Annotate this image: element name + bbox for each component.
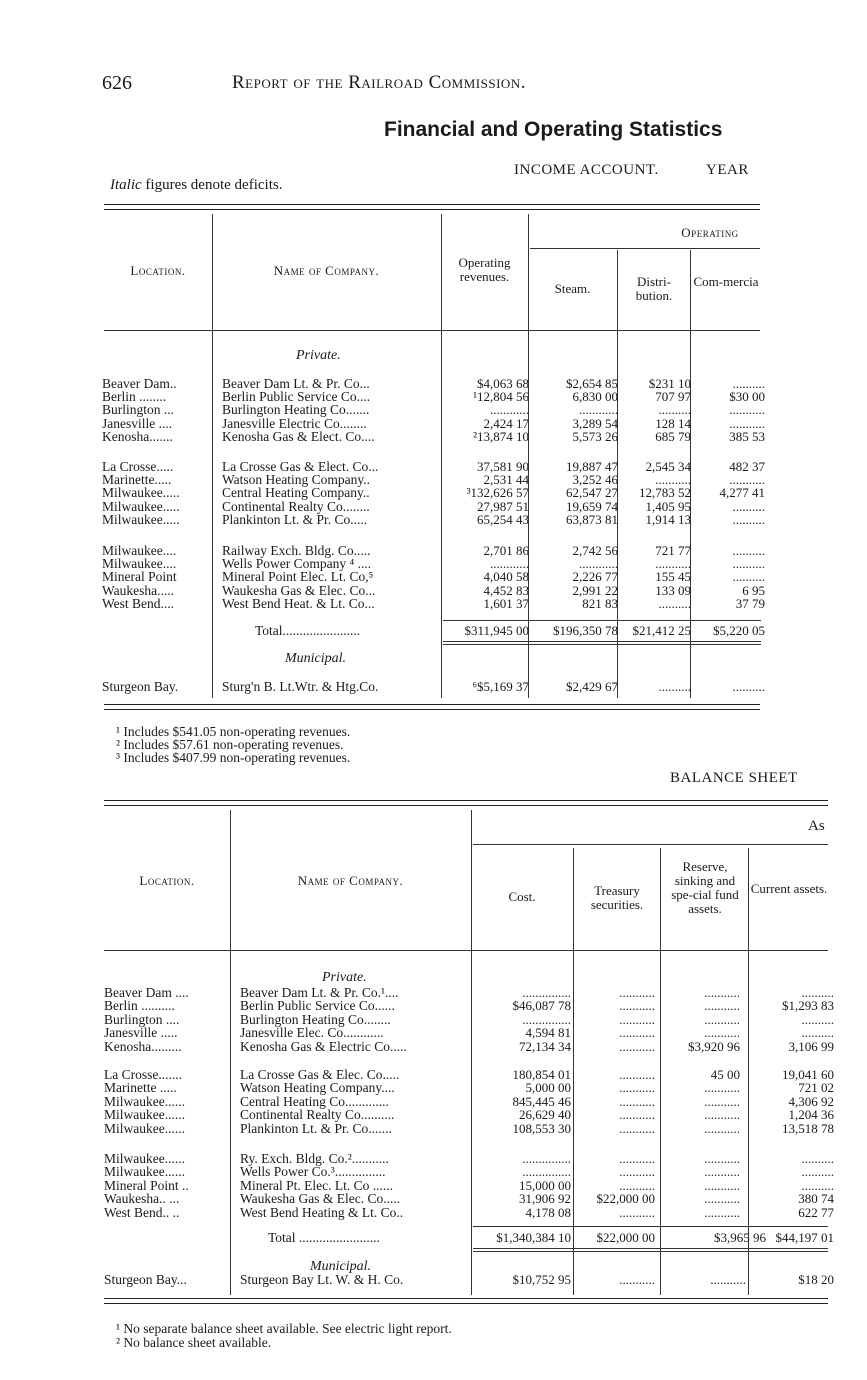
running-title: Report of the Railroad Commission. <box>232 72 526 93</box>
income-cell-steam: 2,742 56 <box>572 543 618 558</box>
income-cell-dist: ........... <box>655 472 691 488</box>
income-cell-com: ........... <box>729 402 765 418</box>
income-cell-loc: Kenosha....... <box>102 428 173 444</box>
income-cell-com: .......... <box>732 498 765 514</box>
balance-cell-co: Mineral Pt. Elec. Lt. Co ...... <box>240 1177 393 1193</box>
balance-cell-cur: 19,041 60 <box>782 1067 834 1082</box>
balance-cell-res: ........... <box>704 1164 740 1180</box>
col-location: Location. <box>130 263 186 278</box>
col-operating-revenues: Operating revenues. <box>458 255 511 284</box>
col-operating: Operating <box>681 225 739 240</box>
income-cell-rev: $4,063 68 <box>477 376 529 391</box>
balance-cell-cur: 721 02 <box>798 1080 834 1096</box>
balance-cell-cost: ............... <box>522 1011 571 1027</box>
balance-cell-cost: 108,553 30 <box>512 1120 571 1136</box>
income-cell-co: West Bend Heat. & Lt. Co... <box>222 595 375 611</box>
balance-cell-tre: ........... <box>619 1093 655 1109</box>
bs-municipal-treasury: ........... <box>619 1272 655 1287</box>
income-cell-steam: 821 83 <box>582 595 618 611</box>
balance-cell-loc: Mineral Point .. <box>104 1177 189 1193</box>
balance-cell-res: ........... <box>704 1025 740 1041</box>
balance-cell-co: Plankinton Lt. & Pr. Co....... <box>240 1120 392 1136</box>
income-cell-steam: 3,289 54 <box>572 415 618 431</box>
balance-cell-cost: ............... <box>522 985 571 1000</box>
balance-cell-co: West Bend Heating & Lt. Co.. <box>240 1204 404 1220</box>
total-label: Total....................... <box>255 623 361 638</box>
income-cell-co: Janesville Electric Co........ <box>222 415 367 431</box>
balance-cell-tre: ........... <box>619 1025 655 1041</box>
income-cell-steam: 19,887 47 <box>566 459 618 474</box>
income-cell-co: Berlin Public Service Co.... <box>222 389 371 405</box>
balance-cell-tre: ........... <box>619 1164 655 1180</box>
income-cell-co: Beaver Dam Lt. & Pr. Co... <box>222 376 370 391</box>
balance-cell-tre: ........... <box>619 985 655 1000</box>
municipal-company: Sturg'n B. Lt.Wtr. & Htg.Co. <box>222 679 379 694</box>
balance-cell-cost: $46,087 78 <box>512 998 571 1014</box>
balance-cell-res: $3,920 96 <box>688 1038 740 1054</box>
balance-cell-loc: Beaver Dam .... <box>104 985 189 1000</box>
income-cell-com: 385 53 <box>729 428 765 444</box>
balance-cell-loc: Janesville ..... <box>104 1025 178 1041</box>
income-cell-dist: 707 97 <box>655 389 691 405</box>
bs-total-reserve: $3,965 96 <box>714 1230 766 1245</box>
italic-note <box>110 177 282 194</box>
municipal-distribution: .......... <box>658 679 691 694</box>
income-cell-rev: 4,040 58 <box>483 569 529 585</box>
income-cell-dist: 155 45 <box>655 569 691 585</box>
bs-municipal-location: Sturgeon Bay... <box>104 1272 187 1287</box>
bs-col-treasury: Treasury securities. <box>590 883 644 912</box>
balance-cell-cur: 380 74 <box>798 1191 834 1207</box>
subheading-private: Private. <box>296 348 341 363</box>
income-cell-rev: 65,254 43 <box>477 511 529 527</box>
income-cell-co: Watson Heating Company.. <box>222 472 371 488</box>
income-cell-steam: 6,830 00 <box>572 389 618 405</box>
income-cell-rev: ¹12,804 56 <box>473 389 529 405</box>
balance-cell-co: La Crosse Gas & Elec. Co..... <box>240 1067 400 1082</box>
col-assets: As <box>808 818 825 834</box>
balance-cell-loc: Marinette ..... <box>104 1080 177 1096</box>
municipal-steam: $2,429 67 <box>566 679 618 694</box>
income-cell-com: .......... <box>732 543 765 558</box>
bs-subheading-municipal: Municipal. <box>310 1259 372 1274</box>
income-cell-co: La Crosse Gas & Elect. Co... <box>222 459 379 474</box>
balance-cell-cost: 15,000 00 <box>519 1177 571 1193</box>
bs-municipal-cost: $10,752 95 <box>512 1272 571 1287</box>
income-cell-rev: ²13,874 10 <box>473 428 529 444</box>
balance-cell-tre: ........... <box>619 1120 655 1136</box>
income-cell-loc: Mineral Point <box>102 569 177 585</box>
income-cell-com: 482 37 <box>729 459 765 474</box>
bs-col-company: Name of Company. <box>297 873 404 888</box>
balance-cell-co: Waukesha Gas & Elec. Co..... <box>240 1191 401 1207</box>
bs-municipal-current: $18 20 <box>798 1272 834 1287</box>
municipal-commercial: .......... <box>732 679 765 694</box>
income-cell-loc: West Bend.... <box>102 595 175 611</box>
balance-cell-co: Kenosha Gas & Electric Co..... <box>240 1038 407 1054</box>
balance-cell-tre: ........... <box>619 1067 655 1082</box>
bs-total-current: $44,197 01 <box>775 1230 834 1245</box>
total-distribution: $21,412 25 <box>632 623 691 638</box>
balance-cell-cost: 4,594 81 <box>525 1025 571 1041</box>
income-cell-loc: Janesville .... <box>102 415 173 431</box>
income-cell-loc: Milwaukee..... <box>102 485 180 501</box>
income-cell-com: .......... <box>732 376 765 391</box>
income-cell-steam: 19,659 74 <box>566 498 618 514</box>
balance-cell-co: Ry. Exch. Bldg. Co.²........... <box>240 1151 389 1166</box>
bs-total-label: Total ........................ <box>268 1230 380 1245</box>
income-cell-co: Railway Exch. Bldg. Co..... <box>222 543 371 558</box>
balance-cell-cost: 4,178 08 <box>525 1204 571 1220</box>
income-cell-rev: 1,601 37 <box>483 595 529 611</box>
balance-cell-tre: ........... <box>619 1011 655 1027</box>
income-cell-rev: ............ <box>490 402 529 418</box>
income-cell-dist: 2,545 34 <box>645 459 691 474</box>
balance-cell-cur: 13,518 78 <box>782 1120 834 1136</box>
income-cell-dist: 12,783 52 <box>639 485 691 501</box>
balance-cell-cur: 1,204 36 <box>788 1107 834 1123</box>
section-title: Financial and Operating Statistics <box>384 118 723 141</box>
balance-cell-loc: Milwaukee...... <box>104 1107 185 1123</box>
balance-cell-cur: .......... <box>801 1151 834 1166</box>
balance-cell-co: Watson Heating Company.... <box>240 1080 395 1096</box>
balance-cell-tre: ........... <box>619 1177 655 1193</box>
balance-cell-cur: .......... <box>801 1011 834 1027</box>
subheading-municipal: Municipal. <box>285 651 347 666</box>
balance-cell-res: ........... <box>704 1107 740 1123</box>
bs-total-cost: $1,340,384 10 <box>496 1230 571 1245</box>
income-cell-co: Wells Power Company ⁴ .... <box>222 556 372 572</box>
bs-total-treasury: $22,000 00 <box>596 1230 655 1245</box>
income-cell-com: 6 95 <box>742 582 765 598</box>
bs-col-current: Current assets. <box>750 881 828 896</box>
balance-cell-tre: ........... <box>619 998 655 1014</box>
balance-cell-res: 45 00 <box>710 1067 740 1082</box>
income-cell-co: Plankinton Lt. & Pr. Co..... <box>222 511 368 527</box>
income-cell-dist: $231 10 <box>648 376 691 391</box>
income-cell-dist: 133 09 <box>655 582 691 598</box>
balance-cell-res: ........... <box>704 985 740 1000</box>
income-cell-rev: ³132,626 57 <box>466 485 529 501</box>
income-cell-co: Kenosha Gas & Elect. Co.... <box>222 428 375 444</box>
income-cell-com: 4,277 41 <box>719 485 765 501</box>
balance-cell-cost: ............... <box>522 1164 571 1180</box>
balance-cell-res: ........... <box>704 1120 740 1136</box>
income-cell-rev: 2,701 86 <box>483 543 529 558</box>
col-distribution: Distri-bution. <box>635 274 673 303</box>
balance-cell-cur: 4,306 92 <box>788 1093 834 1109</box>
balance-cell-cost: 26,629 40 <box>519 1107 571 1123</box>
balance-cell-res: ........... <box>704 1204 740 1220</box>
income-cell-com: ........... <box>729 415 765 431</box>
bs-col-reserve: Reserve, sinking and spe-cial fund assets. <box>671 859 739 916</box>
balance-cell-res: ........... <box>704 1011 740 1027</box>
income-cell-loc: La Crosse..... <box>102 459 174 474</box>
year-heading: YEAR <box>706 162 749 178</box>
balance-cell-loc: West Bend.. .. <box>104 1204 180 1220</box>
income-cell-loc: Milwaukee..... <box>102 511 180 527</box>
balance-cell-loc: Milwaukee...... <box>104 1120 185 1136</box>
balance-cell-cur: .......... <box>801 1177 834 1193</box>
balance-cell-loc: La Crosse....... <box>104 1067 182 1082</box>
income-cell-dist: ........... <box>655 556 691 572</box>
income-footnote-3: ³ Includes $407.99 non-operating revenues. <box>116 750 351 765</box>
income-cell-rev: 2,531 44 <box>483 472 529 488</box>
income-cell-loc: Beaver Dam.. <box>102 376 177 391</box>
income-cell-steam: 2,991 22 <box>572 582 618 598</box>
income-cell-rev: 37,581 90 <box>477 459 529 474</box>
income-cell-com: .......... <box>732 511 765 527</box>
total-steam: $196,350 78 <box>553 623 618 638</box>
bs-col-cost: Cost. <box>508 889 536 904</box>
income-cell-dist: 685 79 <box>655 428 691 444</box>
total-revenues: $311,945 00 <box>464 623 529 638</box>
balance-cell-cost: ............... <box>522 1151 571 1166</box>
income-cell-steam: 2,226 77 <box>572 569 618 585</box>
income-cell-dist: 1,914 13 <box>645 511 691 527</box>
income-cell-steam: 62,547 27 <box>566 485 618 501</box>
income-account-heading: INCOME ACCOUNT. <box>514 162 659 178</box>
income-cell-loc: Waukesha..... <box>102 582 175 598</box>
balance-cell-res: ........... <box>704 1093 740 1109</box>
balance-cell-cost: 5,000 00 <box>525 1080 571 1096</box>
balance-cell-cost: 180,854 01 <box>512 1067 571 1082</box>
income-cell-dist: .......... <box>658 402 691 418</box>
balance-sheet-title: BALANCE SHEET <box>670 770 798 786</box>
balance-cell-co: Beaver Dam Lt. & Pr. Co.¹.... <box>240 985 399 1000</box>
balance-cell-res: ........... <box>704 1151 740 1166</box>
balance-cell-cost: 31,906 92 <box>519 1191 571 1207</box>
income-cell-co: Waukesha Gas & Elec. Co... <box>222 582 376 598</box>
income-cell-loc: Milwaukee.... <box>102 556 177 572</box>
balance-cell-co: Continental Realty Co.......... <box>240 1107 395 1123</box>
italic-note-text: figures denote deficits. <box>141 177 283 193</box>
col-steam: Steam. <box>554 281 591 296</box>
balance-cell-loc: Burlington .... <box>104 1011 180 1027</box>
income-cell-dist: 128 14 <box>655 415 691 431</box>
balance-cell-co: Janesville Elec. Co............ <box>240 1025 384 1041</box>
balance-cell-loc: Berlin .......... <box>104 998 175 1014</box>
balance-cell-tre: ........... <box>619 1151 655 1166</box>
page-number: 626 <box>102 72 132 94</box>
balance-cell-tre: ........... <box>619 1204 655 1220</box>
income-cell-steam: 5,573 26 <box>572 428 618 444</box>
balance-cell-cost: 72,134 34 <box>519 1038 571 1054</box>
balance-cell-cur: .......... <box>801 985 834 1000</box>
income-cell-dist: 1,405 95 <box>645 498 691 514</box>
municipal-location: Sturgeon Bay. <box>102 679 179 694</box>
balance-cell-res: ........... <box>704 1177 740 1193</box>
income-cell-co: Mineral Point Elec. Lt. Co,⁵ <box>222 569 374 585</box>
balance-cell-cur: .......... <box>801 1025 834 1041</box>
income-cell-rev: 4,452 83 <box>483 582 529 598</box>
balance-cell-loc: Milwaukee...... <box>104 1151 185 1166</box>
bs-col-location: Location. <box>139 873 195 888</box>
balance-cell-loc: Milwaukee...... <box>104 1093 185 1109</box>
income-cell-loc: Marinette..... <box>102 472 172 488</box>
balance-cell-tre: ........... <box>619 1038 655 1054</box>
bs-footnote-2: ² No balance sheet available. <box>116 1335 272 1350</box>
bs-footnote-1: ¹ No separate balance sheet available. See electric light report. <box>116 1321 452 1336</box>
italic-note-word: Italic <box>110 177 142 193</box>
income-cell-loc: Milwaukee..... <box>102 498 180 514</box>
balance-cell-loc: Milwaukee...... <box>104 1164 185 1180</box>
balance-cell-cur: $1,293 83 <box>782 998 834 1014</box>
income-cell-com: $30 00 <box>729 389 765 405</box>
income-cell-rev: 27,987 51 <box>477 498 529 514</box>
income-cell-loc: Berlin ........ <box>102 389 167 405</box>
income-cell-rev: 2,424 17 <box>483 415 529 431</box>
income-cell-com: ........... <box>729 472 765 488</box>
bs-subheading-private: Private. <box>322 970 367 985</box>
income-cell-rev: ............ <box>490 556 529 572</box>
income-cell-steam: 63,873 81 <box>566 511 618 527</box>
income-cell-dist: .......... <box>658 595 691 611</box>
balance-cell-tre: ........... <box>619 1107 655 1123</box>
balance-cell-res: ........... <box>704 998 740 1014</box>
balance-cell-tre: ........... <box>619 1080 655 1096</box>
col-company: Name of Company. <box>273 263 380 278</box>
income-cell-com: .......... <box>732 556 765 572</box>
income-cell-dist: 721 77 <box>655 543 691 558</box>
income-footnote-2: ² Includes $57.61 non-operating revenues. <box>116 737 344 752</box>
income-cell-co: Burlington Heating Co....... <box>222 402 370 418</box>
balance-cell-co: Wells Power Co.³............... <box>240 1164 386 1180</box>
balance-cell-cur: 622 77 <box>798 1204 834 1220</box>
balance-cell-co: Burlington Heating Co........ <box>240 1011 391 1027</box>
balance-cell-tre: $22,000 00 <box>596 1191 655 1207</box>
balance-cell-loc: Kenosha......... <box>104 1038 182 1054</box>
income-cell-co: Continental Realty Co........ <box>222 498 370 514</box>
income-cell-com: 37 79 <box>735 595 765 611</box>
income-cell-steam: ............ <box>579 556 618 572</box>
bs-municipal-reserve: ........... <box>710 1272 746 1287</box>
balance-cell-res: ........... <box>704 1191 740 1207</box>
balance-cell-co: Central Heating Co............. <box>240 1093 389 1109</box>
income-cell-loc: Burlington ... <box>102 402 175 418</box>
income-cell-loc: Milwaukee.... <box>102 543 177 558</box>
total-commercial: $5,220 05 <box>713 623 765 638</box>
col-commercial: Com-mercia <box>693 274 759 289</box>
balance-cell-co: Berlin Public Service Co...... <box>240 998 395 1014</box>
balance-cell-res: ........... <box>704 1080 740 1096</box>
income-cell-com: .......... <box>732 569 765 585</box>
income-cell-steam: $2,654 85 <box>566 376 618 391</box>
income-cell-steam: 3,252 46 <box>572 472 618 488</box>
income-cell-steam: ............ <box>579 402 618 418</box>
balance-cell-cost: 845,445 46 <box>512 1093 571 1109</box>
bs-municipal-company: Sturgeon Bay Lt. W. & H. Co. <box>240 1272 404 1287</box>
balance-cell-cur: 3,106 99 <box>788 1038 834 1054</box>
income-footnote-1: ¹ Includes $541.05 non-operating revenues. <box>116 724 351 739</box>
municipal-revenues: ⁶$5,169 37 <box>472 679 529 694</box>
balance-cell-loc: Waukesha.. ... <box>104 1191 180 1207</box>
income-cell-co: Central Heating Company.. <box>222 485 370 501</box>
balance-cell-cur: .......... <box>801 1164 834 1180</box>
